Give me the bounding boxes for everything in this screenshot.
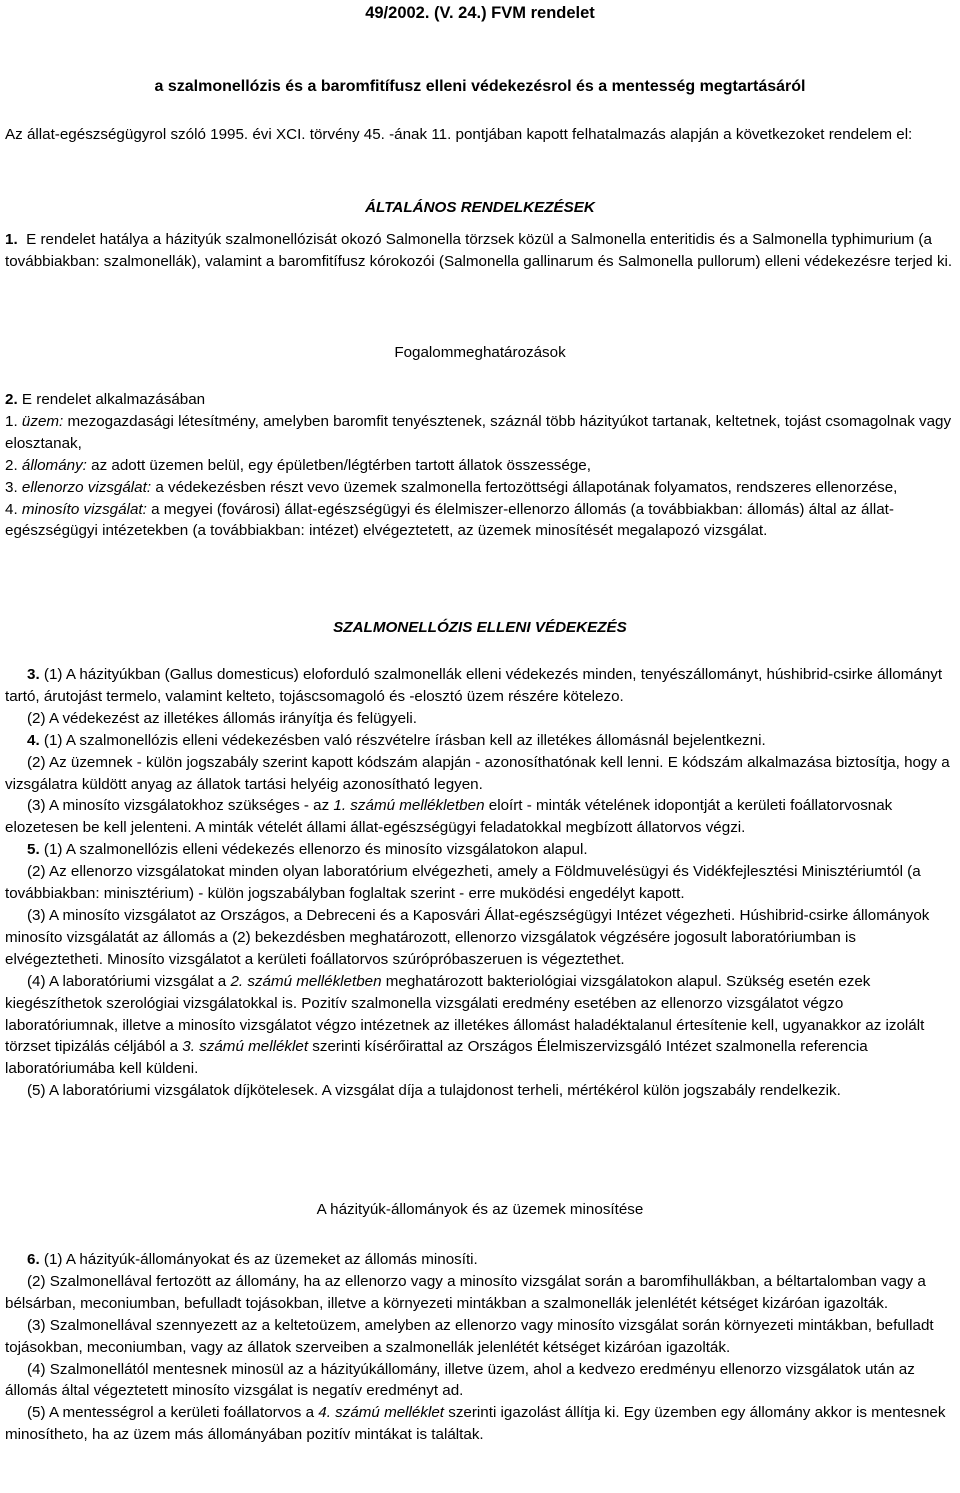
- definition-item: 1. üzem: mezogazdasági létesítmény, amelyben baromfit tenyésztenek, száznál több házityúkot tartanak, keltetnek, tojást csomagolnak vagy elosztanak,: [5, 412, 952, 452]
- section-5-p2: (2) Az ellenorzo vizsgálatokat minden olyan laboratórium elvégezheti, amely a Földmuvelésügyi és Vidékfejlesztési Minisztériumtól (a továbbiakban: minisztérium) - külön jogszabályban foglaltak szerint - erre muködési engedélyt kapott.: [5, 863, 921, 903]
- section-6-p4: (4) Szalmonellától mentesnek minosül az a házityúkállomány, illetve üzem, ahol a kedvezo eredményu ellenorzo vizsgálatok után az állomás által végeztetett minosíto vizsgálat is negatív eredményt ad.: [5, 1360, 915, 1400]
- section-2: [5, 389, 955, 542]
- section-5-p5: (5) A laboratóriumi vizsgálatok díjkötelesek. A vizsgálat díja a tulajdonost terheli, mértékérol külön jogszabály rendelkezik.: [27, 1082, 841, 1100]
- section-5-p3: (3) A minosíto vizsgálatot az Országos, a Debreceni és a Kaposvári Állat-egészségügyi Intézet végezheti. Húshibrid-csirke állományok minosíto vizsgálatát az állomás a (2) bekezdésben meghatározott, ellenorzo vizsgálatok végzésére jogosult laboratóriumban is elvégeztetheti. Minosíto vizsgálatot a kerületi foállatorvos szúrópróbaszeruen is végeztethet.: [5, 906, 930, 968]
- preamble: Az állat-egészségügyrol szóló 1995. évi XCI. törvény 45. -ának 11. pontjában kapott felhatalmazás alapján a következoket rendelem el:: [5, 126, 913, 143]
- definition-item: 3. ellenorzo vizsgálat: a védekezésben részt vevo üzemek szalmonella fertozöttségi állapotának folyamatos, rendszeres ellenorzése,: [5, 478, 898, 496]
- definition-item: 4. minosíto vizsgálat: a megyei (fovárosi) állat-egészségügyi és élelmiszer-ellenorzo állomás (a továbbiakban: állomás) által az állat-egészségügyi intézetekben (a továbbiakban: intézet) elvégeztetett, az üzemek minosítését megalapozó vizsgálat.: [5, 500, 894, 540]
- section-number: 1.: [5, 231, 18, 248]
- section-4-p2: (2) Az üzemnek - külön jogszabály szerint kapott kódszám alapján - azonosíthatónak kell lenni. E kódszám alkalmazása biztosítja, hogy a vizsgálatra küldött anyag az állatok tartási helyéig azonosítható legyen.: [5, 753, 950, 793]
- section-3-p1: 3. (1) A házityúkban (Gallus domesticus) eloforduló szalmonellák elleni védekezés minden, tenyészállományt, húshibrid-csirke állományt tartó, árutojást termelo, valamint kelteto, tojáscsomagoló és -elosztó üzem részére kötelezo.: [5, 666, 943, 705]
- section-4-p1: 4. (1) A szalmonellózis elleni védekezésben való részvételre írásban kell az illetékes állomásnál bejelentkezni.: [27, 731, 766, 749]
- heading-szalmonellozis: SZALMONELLÓZIS ELLENI VÉDEKEZÉS: [333, 619, 627, 636]
- section-6-p2: (2) Szalmonellával fertozött az állomány, ha az ellenorzo vagy a minosíto vizsgálat során a baromfihullákban, a béltartalomban vagy a bélsárban, meconiumban, befulladt tojásokban, illetve a környezeti mintákban a szalmonellák jelenlétét kétséget kizáróan igazolták.: [5, 1272, 926, 1312]
- section-3-p2: (2) A védekezést az illetékes állomás irányítja és felügyeli.: [27, 709, 418, 727]
- section-intro: E rendelet alkalmazásában: [21, 391, 206, 408]
- section-6-p5: (5) A mentességrol a kerületi foállatorvos a 4. számú melléklet szerinti igazolást állítja ki. Egy üzemben egy állomány akkor is mentesnek minosítheto, ha az üzem más állományában pozitív mintákat is találtak.: [5, 1404, 946, 1444]
- section-5-p1: 5. (1) A szalmonellózis elleni védekezés ellenorzo és minosíto vizsgálatokon alapul.: [27, 841, 588, 859]
- section-6-p3: (3) Szalmonellával szennyezett az a keltetoüzem, amelyben az ellenorzo vagy minosíto vizsgálat során környezeti mintákban, befulladt tojásokban, meconiumban, vagy az állatok szerveiben a szalmonellák jelenlétét kétséget kizáróan igazolták.: [5, 1316, 934, 1356]
- section-6-p1: 6. (1) A házityúk-állományokat és az üzemeket az állomás minosíti.: [27, 1251, 478, 1268]
- heading-definitions: Fogalommeghatározások: [394, 344, 566, 361]
- section-number: 2.: [5, 391, 18, 408]
- section-text: E rendelet hatálya a házityúk szalmonellózisát okozó Salmonella törzsek közül a Salmonella enteritidis és a Salmonella typhimurium (a továbbiakban: szalmonellák), valamint a baromfitífusz kórokozói (Salmonella gallinarum és Salmonella pullorum) elleni védekezésre terjed ki.: [5, 231, 953, 270]
- definition-item: 2. állomány: az adott üzemen belül, egy épületben/légtérben tartott állatok összessége,: [5, 456, 591, 474]
- section-6: [5, 1249, 955, 1446]
- document-title: 49/2002. (V. 24.) FVM rendelet: [365, 4, 595, 22]
- heading-general: ÁLTALÁNOS RENDELKEZÉSEK: [365, 199, 595, 216]
- document-subtitle: a szalmonellózis és a baromfitífusz elleni védekezésrol és a mentesség megtartásáról: [154, 78, 806, 95]
- section-5-p4: (4) A laboratóriumi vizsgálat a 2. számú mellékletben meghatározott bakteriológiai vizsgálatokon alapul. Szükség esetén ezek kiegészíthetok szerológiai vizsgálatokkal is. Pozitív szalmonella vizsgálati eredmény esetében az ellenorzo vizsgálatot végzo laboratóriumnak, illetve a minosíto vizsgálatot végzo intézetnek az illetékes állomást haladéktalanul értesítenie kell, ugyanakkor az izolált törzset tipizálás céljából a 3. számú melléklet szerinti kísérőirattal az Országos Élelmiszervizsgáló Intézet szalmonella referencia laboratóriumába kell küldeni.: [5, 972, 925, 1078]
- sections-3-5: [5, 664, 955, 1102]
- section-1: [5, 229, 955, 273]
- section-4-p3: (3) A minosíto vizsgálatokhoz szükséges - az 1. számú mellékletben eloírt - minták vételének idopontját a kerületi foállatorvosnak elozetesen be kell jelenteni. A minták vételét állami állat-egészségügyi feladatokkal megbízott állatorvos végzi.: [5, 797, 893, 837]
- heading-minosites: A házityúk-állományok és az üzemek minosítése: [316, 1201, 644, 1218]
